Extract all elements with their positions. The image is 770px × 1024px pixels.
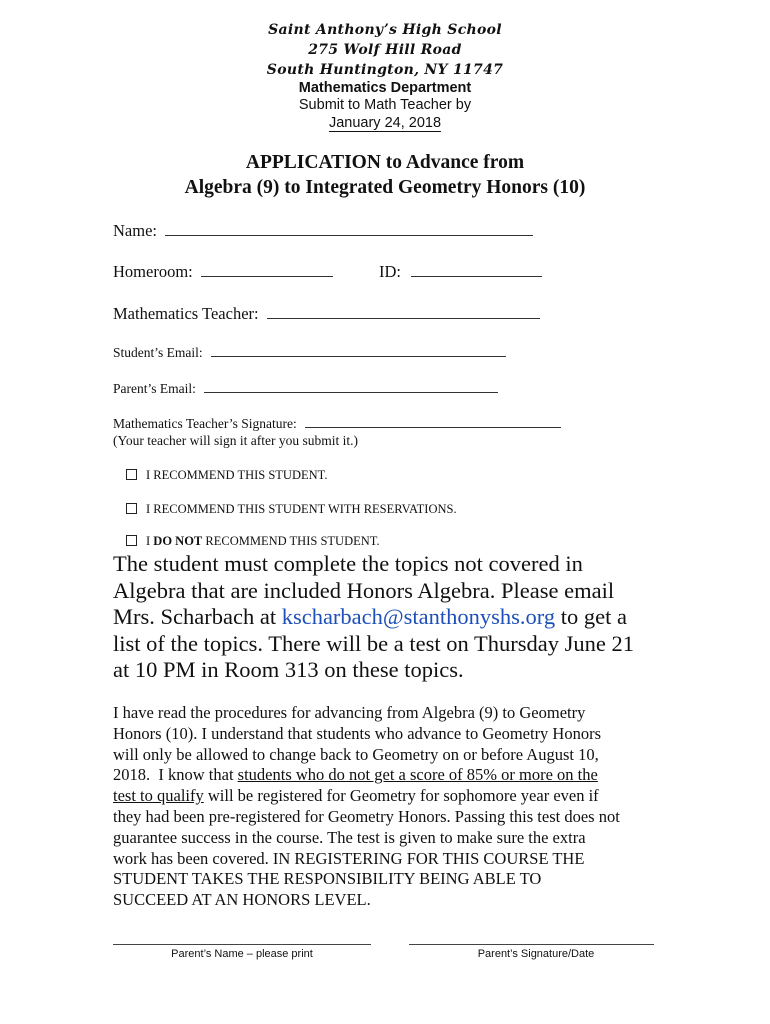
agreement-paragraph	[113, 703, 620, 911]
due-date-wrap	[0, 115, 770, 131]
recommend-label: I RECOMMEND THIS STUDENT.	[146, 468, 328, 482]
parent-signature-line[interactable]	[409, 944, 654, 945]
id-field[interactable]	[379, 262, 542, 282]
recommend-option[interactable]	[126, 468, 327, 483]
id-line[interactable]	[411, 275, 542, 277]
student-email-field[interactable]	[113, 345, 506, 361]
math-teacher-label: Mathematics Teacher:	[113, 304, 259, 323]
agreement-line4-underlined: students who do not get a score of 85% or more on the	[237, 765, 598, 785]
name-label: Name:	[113, 221, 157, 240]
do-not-recommend-option[interactable]	[126, 534, 380, 549]
agreement-line4-prefix: 2018. I know that	[113, 765, 238, 785]
parent-signature-caption: Parent’s Signature/Date	[477, 948, 595, 960]
parent-email-field[interactable]	[113, 381, 498, 397]
form-title-line2: Algebra (9) to Integrated Geometry Honors (10)	[184, 177, 586, 198]
recommend-reservations-label: I RECOMMEND THIS STUDENT WITH RESERVATIONS.	[146, 502, 457, 516]
notice-line3-suffix: to get a	[555, 604, 627, 629]
notice-line4: list of the topics. There will be a test on Thursday June 21	[113, 630, 634, 656]
recommend-reservations-option[interactable]	[126, 502, 457, 517]
agreement-line10: SUCCEED AT AN HONORS LEVEL.	[113, 890, 371, 910]
form-title-line1: APPLICATION to Advance from	[245, 152, 525, 173]
agreement-line9: STUDENT TAKES THE RESPONSIBILITY BEING ABLE TO	[113, 869, 542, 889]
student-email-label: Student’s Email:	[113, 345, 203, 360]
teacher-signature-label: Mathematics Teacher’s Signature:	[113, 416, 297, 431]
homeroom-field[interactable]	[113, 262, 333, 282]
parent-email-label: Parent’s Email:	[113, 381, 196, 396]
school-city: South Huntington, NY 11747	[266, 62, 504, 78]
do-not-recommend-checkbox[interactable]	[126, 535, 137, 546]
notice-line1: The student must complete the topics not covered in	[113, 551, 583, 576]
notice-line3	[113, 604, 634, 631]
teacher-signature-note: (Your teacher will sign it after you submit it.)	[113, 433, 358, 448]
notice-line2: Algebra that are included Honors Algebra. Please email	[113, 577, 615, 603]
submit-instruction: Submit to Math Teacher by	[298, 97, 472, 113]
agreement-line2: Honors (10). I understand that students who advance to Geometry Honors	[113, 723, 602, 743]
parent-email-line[interactable]	[204, 391, 498, 393]
school-name: Saint Anthony’s High School	[268, 22, 502, 38]
due-date: January 24, 2018	[328, 115, 442, 131]
department-name: Mathematics Department	[298, 80, 472, 96]
homeroom-label: Homeroom:	[113, 262, 193, 281]
parent-name-line[interactable]	[113, 944, 371, 945]
name-line[interactable]	[165, 234, 533, 236]
recommend-checkbox[interactable]	[126, 469, 137, 480]
teacher-signature-field[interactable]	[113, 416, 561, 432]
do-not-recommend-suffix: RECOMMEND THIS STUDENT.	[202, 534, 380, 548]
agreement-line3: will only be allowed to change back to Geometry on or before August 10,	[113, 744, 599, 764]
math-teacher-line[interactable]	[267, 317, 540, 319]
do-not-recommend-prefix: I	[146, 534, 154, 548]
recommend-reservations-checkbox[interactable]	[126, 503, 137, 514]
do-not-recommend-bold: DO NOT	[153, 534, 203, 548]
parent-name-caption: Parent’s Name – please print	[171, 948, 313, 960]
homeroom-line[interactable]	[201, 275, 333, 277]
agreement-line5	[113, 786, 620, 807]
name-field[interactable]	[113, 221, 533, 241]
agreement-line4	[113, 765, 620, 786]
agreement-line5-underlined: test to qualify	[113, 786, 204, 806]
math-teacher-field[interactable]	[113, 304, 540, 324]
agreement-line6: they had been pre-registered for Geometry Honors. Passing this test does not	[113, 806, 620, 826]
notice-block	[113, 551, 634, 684]
student-email-line[interactable]	[211, 355, 506, 357]
notice-line5: at 10 PM in Room 313 on these topics.	[113, 657, 464, 682]
agreement-line7: guarantee success in the course. The test is given to make sure the extra	[113, 827, 586, 847]
teacher-email-link[interactable]: kscharbach@stanthonyshs.org	[281, 604, 556, 629]
id-label: ID:	[379, 262, 401, 281]
teacher-signature-line[interactable]	[305, 426, 561, 428]
agreement-line8: work has been covered. IN REGISTERING FOR THIS COURSE THE	[113, 848, 585, 868]
notice-line3-prefix: Mrs. Scharbach at	[113, 604, 282, 629]
agreement-line5-suffix: will be registered for Geometry for sophomore year even if	[203, 786, 599, 806]
agreement-line1: I have read the procedures for advancing from Algebra (9) to Geometry	[113, 703, 586, 722]
school-street: 275 Wolf Hill Road	[308, 42, 462, 58]
